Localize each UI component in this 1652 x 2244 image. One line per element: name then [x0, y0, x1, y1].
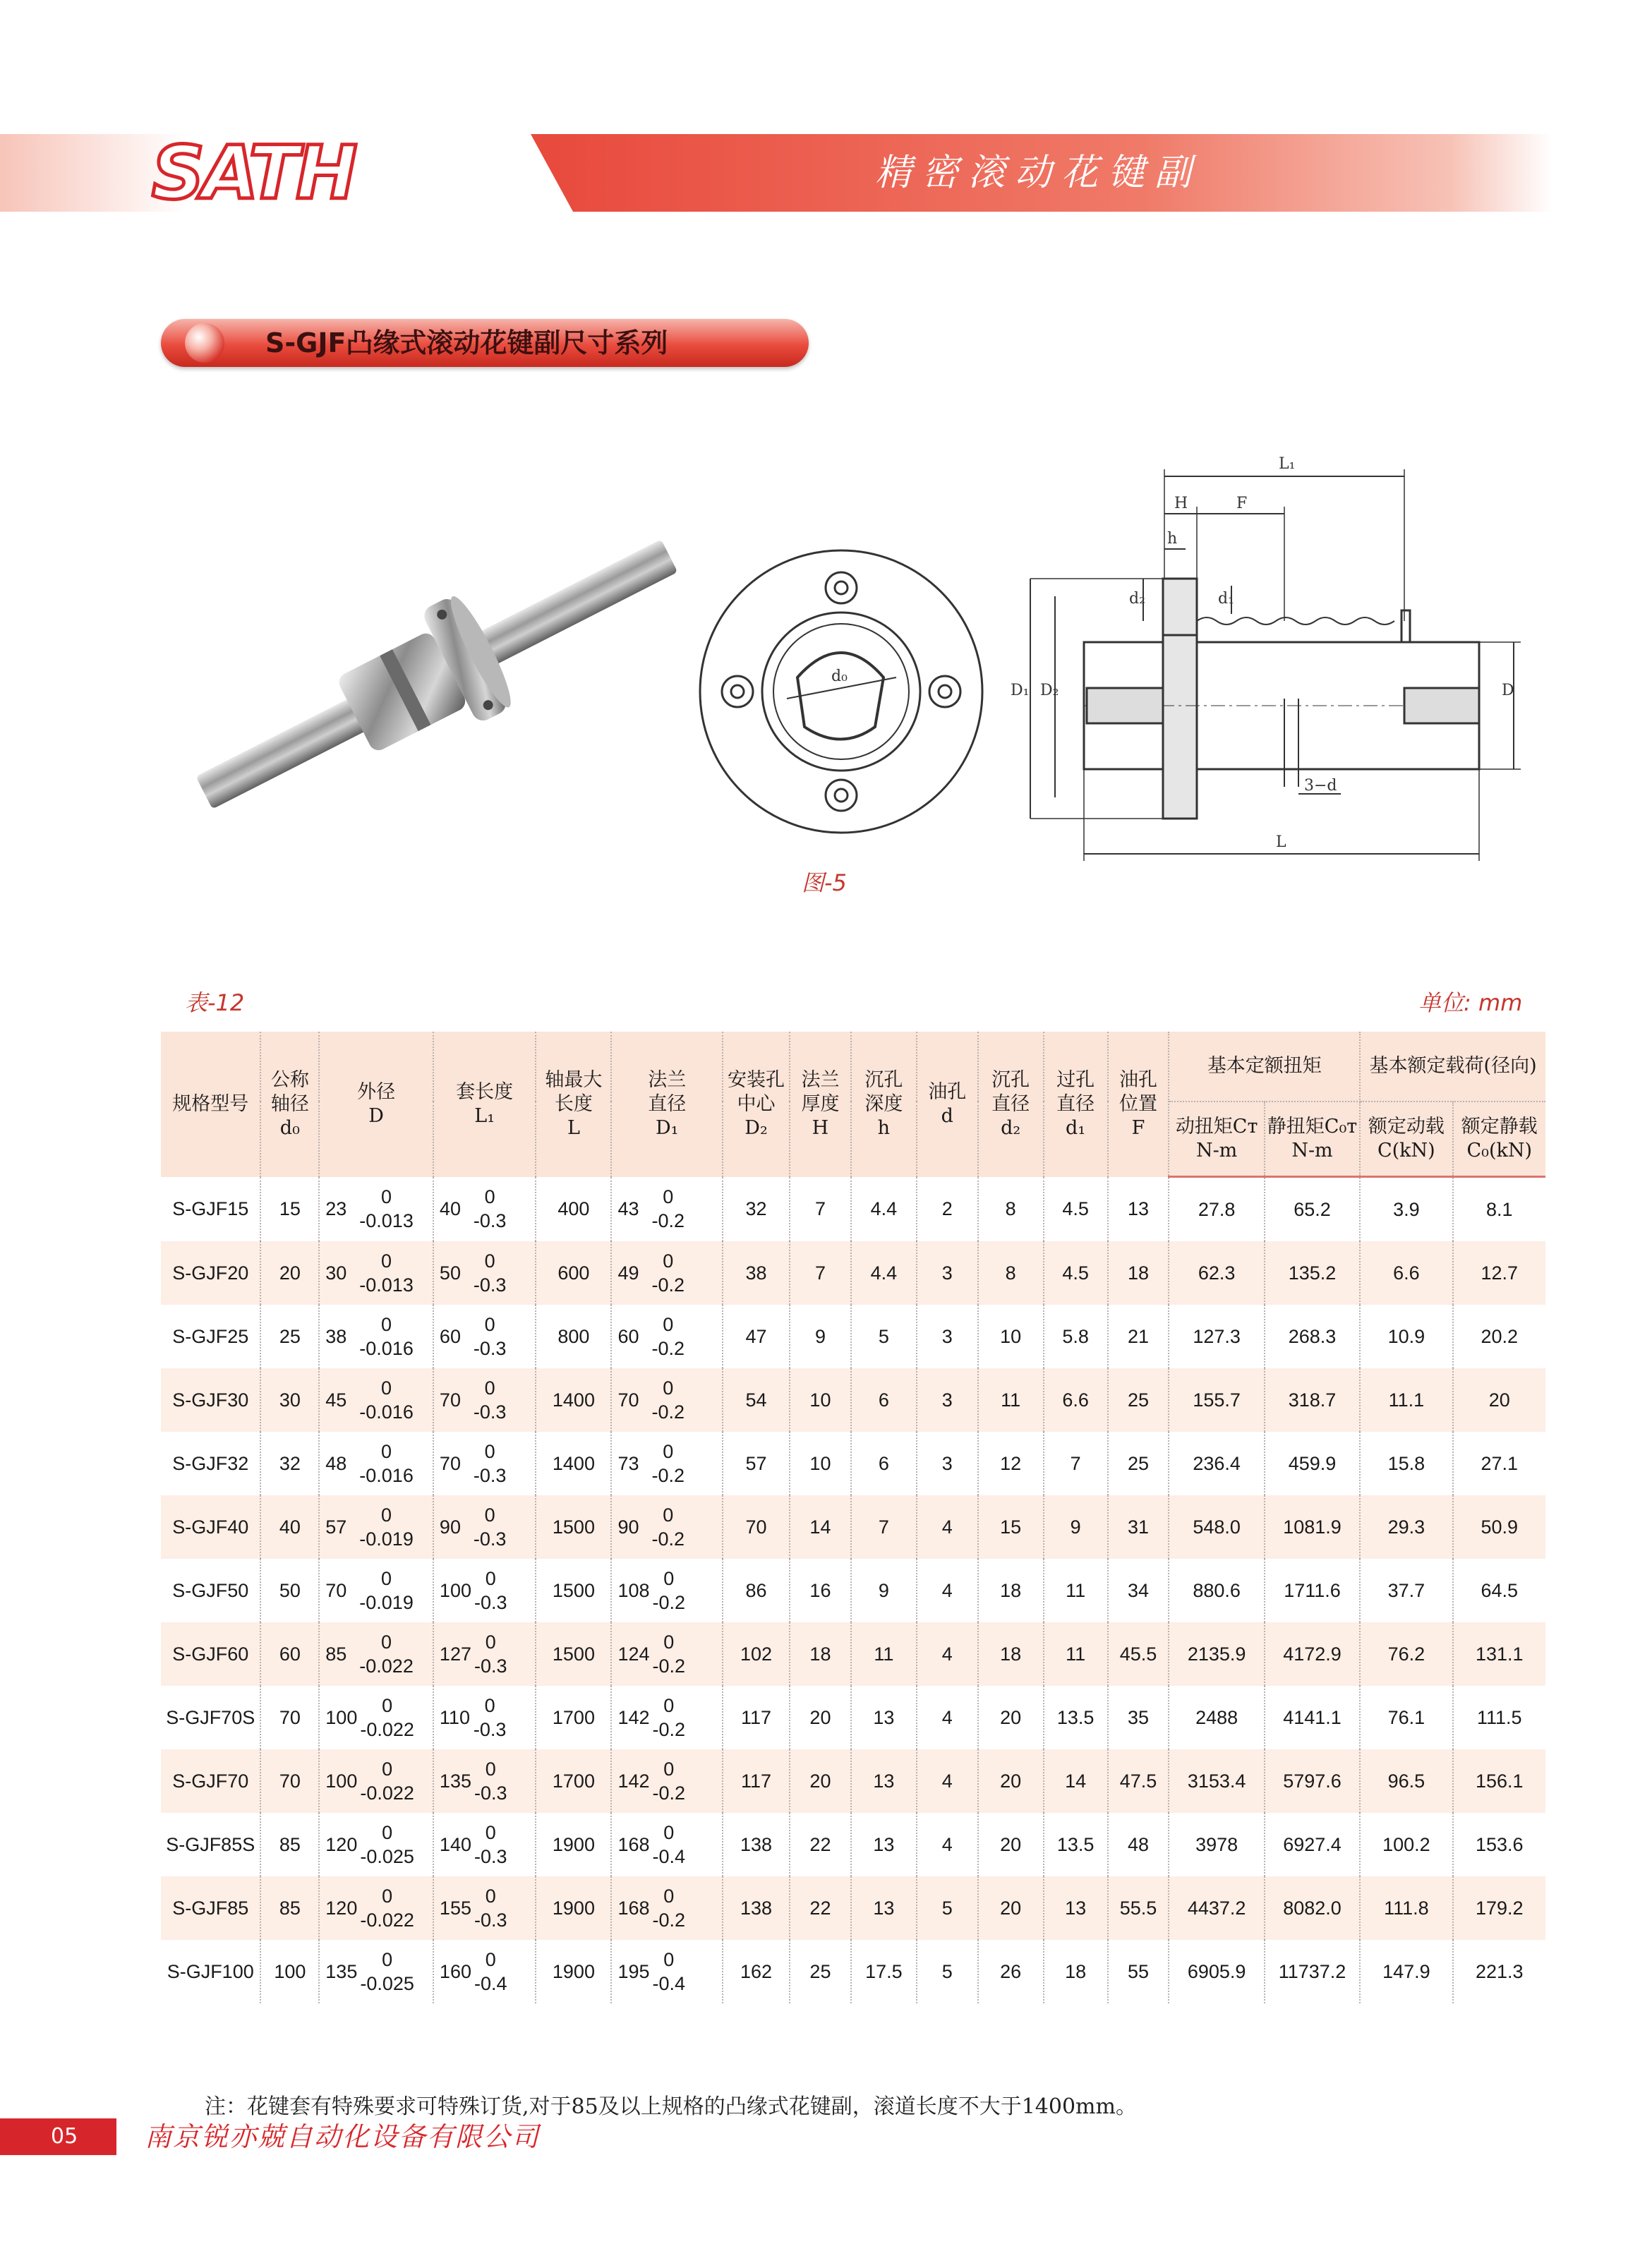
cell-C0: 64.5: [1453, 1559, 1545, 1622]
cell-D1: 600 -0.2: [611, 1305, 723, 1368]
dim-label-H: H: [1174, 495, 1188, 512]
cell-d1: 18: [1044, 1940, 1108, 2003]
cell-D2: 47: [723, 1305, 790, 1368]
cell-d1: 4.5: [1044, 1241, 1108, 1305]
header-F: 油孔 位置 F: [1108, 1032, 1169, 1177]
cell-H: 10: [790, 1368, 851, 1432]
cell-H: 20: [790, 1686, 851, 1749]
header-d: 油孔 d: [917, 1032, 978, 1177]
cell-D2: 54: [723, 1368, 790, 1432]
section-bullet-icon: [185, 323, 224, 363]
dim-label-L1: L₁: [1279, 455, 1296, 473]
cell-h: 6: [851, 1368, 917, 1432]
cell-CT: 3978: [1169, 1813, 1264, 1876]
table-caption: 表-12: [185, 989, 245, 1016]
cell-CT: 4437.2: [1169, 1876, 1264, 1940]
cell-D: 450 -0.016: [319, 1368, 433, 1432]
cell-d2: 18: [978, 1622, 1044, 1686]
cell-L1: 1350 -0.3: [433, 1749, 536, 1813]
cell-H: 16: [790, 1559, 851, 1622]
dim-label-D1: D₁: [1011, 682, 1030, 699]
cell-L: 1500: [536, 1559, 611, 1622]
cell-L1: 600 -0.3: [433, 1305, 536, 1368]
cell-d1: 13.5: [1044, 1686, 1108, 1749]
cell-model: S-GJF15: [161, 1177, 260, 1242]
cell-D1: 1420 -0.2: [611, 1749, 723, 1813]
cell-d0: 100: [260, 1940, 319, 2003]
cell-d: 3: [917, 1432, 978, 1495]
cell-d: 3: [917, 1241, 978, 1305]
cell-d0: 60: [260, 1622, 319, 1686]
cell-C: 100.2: [1360, 1813, 1452, 1876]
cell-H: 9: [790, 1305, 851, 1368]
cell-d1: 11: [1044, 1622, 1108, 1686]
cell-D1: 700 -0.2: [611, 1368, 723, 1432]
cell-d1: 13: [1044, 1876, 1108, 1940]
cell-d2: 8: [978, 1241, 1044, 1305]
cell-D1: 1240 -0.2: [611, 1622, 723, 1686]
cell-d2: 26: [978, 1940, 1044, 2003]
cell-d0: 30: [260, 1368, 319, 1432]
cell-L: 1700: [536, 1686, 611, 1749]
cell-D1: 900 -0.2: [611, 1495, 723, 1559]
cell-model: S-GJF100: [161, 1940, 260, 2003]
header-model: 规格型号: [161, 1032, 260, 1177]
cell-C0: 20.2: [1453, 1305, 1545, 1368]
cell-L: 1900: [536, 1940, 611, 2003]
cell-d: 4: [917, 1686, 978, 1749]
cell-CT: 880.6: [1169, 1559, 1264, 1622]
cell-C0T: 268.3: [1265, 1305, 1360, 1368]
cell-d1: 7: [1044, 1432, 1108, 1495]
cell-d0: 50: [260, 1559, 319, 1622]
cell-model: S-GJF25: [161, 1305, 260, 1368]
cell-C0T: 459.9: [1265, 1432, 1360, 1495]
cell-model: S-GJF40: [161, 1495, 260, 1559]
header-torque-group: 基本定额扭矩: [1169, 1032, 1360, 1102]
figure: [0, 423, 1652, 861]
cell-model: S-GJF60: [161, 1622, 260, 1686]
product-photo: [175, 499, 698, 849]
header-d0: 公称 轴径 d₀: [260, 1032, 319, 1177]
cell-h: 17.5: [851, 1940, 917, 2003]
cell-d1: 11: [1044, 1559, 1108, 1622]
cell-D: 1200 -0.022: [319, 1876, 433, 1940]
table-row: [161, 1813, 1545, 1876]
cell-C0T: 8082.0: [1265, 1876, 1360, 1940]
header-d1: 过孔 直径 d₁: [1044, 1032, 1108, 1177]
cell-d: 5: [917, 1876, 978, 1940]
cell-H: 7: [790, 1241, 851, 1305]
cell-d: 2: [917, 1177, 978, 1242]
dim-label-D2: D₂: [1040, 682, 1059, 699]
cell-d2: 12: [978, 1432, 1044, 1495]
cell-H: 22: [790, 1813, 851, 1876]
cell-C: 11.1: [1360, 1368, 1452, 1432]
cell-D: 570 -0.019: [319, 1495, 433, 1559]
cell-D1: 1680 -0.2: [611, 1876, 723, 1940]
cell-C0T: 65.2: [1265, 1177, 1360, 1242]
header-h: 沉孔 深度 h: [851, 1032, 917, 1177]
cell-C0: 12.7: [1453, 1241, 1545, 1305]
cell-D1: 1080 -0.2: [611, 1559, 723, 1622]
cell-d: 5: [917, 1940, 978, 2003]
cell-CT: 548.0: [1169, 1495, 1264, 1559]
cell-C: 96.5: [1360, 1749, 1452, 1813]
dim-label-d1: d₁: [1218, 590, 1234, 608]
cell-model: S-GJF70: [161, 1749, 260, 1813]
cell-L1: 700 -0.3: [433, 1432, 536, 1495]
header-CT: 动扭矩Cᴛ N-m: [1169, 1102, 1264, 1177]
cell-L1: 700 -0.3: [433, 1368, 536, 1432]
cell-D2: 102: [723, 1622, 790, 1686]
cell-D1: 1680 -0.4: [611, 1813, 723, 1876]
cell-D2: 32: [723, 1177, 790, 1242]
cell-d2: 8: [978, 1177, 1044, 1242]
cell-C0: 50.9: [1453, 1495, 1545, 1559]
cell-L: 1400: [536, 1368, 611, 1432]
cell-h: 4.4: [851, 1177, 917, 1242]
cell-model: S-GJF50: [161, 1559, 260, 1622]
header-C0T: 静扭矩C₀ᴛ N-m: [1265, 1102, 1360, 1177]
header-H: 法兰 厚度 H: [790, 1032, 851, 1177]
cell-D1: 490 -0.2: [611, 1241, 723, 1305]
cell-L1: 1100 -0.3: [433, 1686, 536, 1749]
cell-d2: 20: [978, 1686, 1044, 1749]
cell-L: 1700: [536, 1749, 611, 1813]
cell-d2: 20: [978, 1876, 1044, 1940]
cell-C0T: 318.7: [1265, 1368, 1360, 1432]
cell-C0T: 4172.9: [1265, 1622, 1360, 1686]
cell-D: 700 -0.019: [319, 1559, 433, 1622]
section-title: S-GJF凸缘式滚动花键副尺寸系列: [265, 327, 668, 358]
cell-d1: 4.5: [1044, 1177, 1108, 1242]
cell-C0T: 1081.9: [1265, 1495, 1360, 1559]
cell-C0T: 4141.1: [1265, 1686, 1360, 1749]
table-row: [161, 1241, 1545, 1305]
cell-L1: 500 -0.3: [433, 1241, 536, 1305]
cell-D1: 430 -0.2: [611, 1177, 723, 1242]
cell-L1: 1600 -0.4: [433, 1940, 536, 2003]
table-row: [161, 1559, 1545, 1622]
cell-D1: 1950 -0.4: [611, 1940, 723, 2003]
cell-h: 13: [851, 1876, 917, 1940]
dim-label-h: h: [1167, 530, 1178, 548]
cell-C: 29.3: [1360, 1495, 1452, 1559]
cell-C: 111.8: [1360, 1876, 1452, 1940]
table-row: [161, 1177, 1545, 1242]
cell-D2: 138: [723, 1813, 790, 1876]
cell-F: 34: [1108, 1559, 1169, 1622]
cell-D2: 38: [723, 1241, 790, 1305]
cell-C: 147.9: [1360, 1940, 1452, 2003]
unit-label: 单位: mm: [1418, 989, 1523, 1016]
cell-F: 31: [1108, 1495, 1169, 1559]
header-C: 额定动载 C(kN): [1360, 1102, 1452, 1177]
cell-C0: 8.1: [1453, 1177, 1545, 1242]
cell-d: 3: [917, 1305, 978, 1368]
cell-d: 3: [917, 1368, 978, 1432]
cell-D: 1000 -0.022: [319, 1686, 433, 1749]
dim-label-D: D: [1502, 682, 1514, 699]
cell-d0: 70: [260, 1749, 319, 1813]
front-view-drawing: [700, 550, 982, 833]
cell-d1: 13.5: [1044, 1813, 1108, 1876]
header-C0: 额定静载 C₀(kN): [1453, 1102, 1545, 1177]
cell-C0: 156.1: [1453, 1749, 1545, 1813]
cell-C0T: 5797.6: [1265, 1749, 1360, 1813]
cell-F: 47.5: [1108, 1749, 1169, 1813]
cell-D2: 117: [723, 1749, 790, 1813]
cell-d2: 18: [978, 1559, 1044, 1622]
cell-d0: 70: [260, 1686, 319, 1749]
cell-C: 37.7: [1360, 1559, 1452, 1622]
cell-d: 4: [917, 1622, 978, 1686]
cell-d0: 32: [260, 1432, 319, 1495]
cell-D: 230 -0.013: [319, 1177, 433, 1242]
cell-L1: 900 -0.3: [433, 1495, 536, 1559]
cell-H: 18: [790, 1622, 851, 1686]
cell-L: 600: [536, 1241, 611, 1305]
cell-D2: 162: [723, 1940, 790, 2003]
cell-CT: 2135.9: [1169, 1622, 1264, 1686]
cell-h: 7: [851, 1495, 917, 1559]
header-d2: 沉孔 直径 d₂: [978, 1032, 1044, 1177]
cell-CT: 3153.4: [1169, 1749, 1264, 1813]
cell-L: 1900: [536, 1876, 611, 1940]
cell-C: 10.9: [1360, 1305, 1452, 1368]
cell-C0: 221.3: [1453, 1940, 1545, 2003]
cell-L1: 1550 -0.3: [433, 1876, 536, 1940]
cell-L: 800: [536, 1305, 611, 1368]
cell-d0: 40: [260, 1495, 319, 1559]
cell-C: 15.8: [1360, 1432, 1452, 1495]
company-name: 南京锐亦兢自动化设备有限公司: [145, 2121, 541, 2152]
cell-F: 35: [1108, 1686, 1169, 1749]
cell-L: 400: [536, 1177, 611, 1242]
cell-C: 6.6: [1360, 1241, 1452, 1305]
cell-model: S-GJF85S: [161, 1813, 260, 1876]
cell-d2: 20: [978, 1749, 1044, 1813]
cell-C0: 27.1: [1453, 1432, 1545, 1495]
header-D2: 安装孔 中心 D₂: [723, 1032, 790, 1177]
cell-h: 13: [851, 1749, 917, 1813]
cell-model: S-GJF20: [161, 1241, 260, 1305]
page-number: 05: [51, 2124, 78, 2149]
cell-d0: 15: [260, 1177, 319, 1242]
cell-C0T: 6927.4: [1265, 1813, 1360, 1876]
cell-d2: 20: [978, 1813, 1044, 1876]
cell-F: 18: [1108, 1241, 1169, 1305]
dim-label-d0: d₀: [831, 668, 848, 685]
cell-L1: 1400 -0.3: [433, 1813, 536, 1876]
cell-CT: 27.8: [1169, 1177, 1264, 1242]
cell-D: 850 -0.022: [319, 1622, 433, 1686]
cell-CT: 62.3: [1169, 1241, 1264, 1305]
cell-model: S-GJF32: [161, 1432, 260, 1495]
cell-D: 1000 -0.022: [319, 1749, 433, 1813]
cell-D: 380 -0.016: [319, 1305, 433, 1368]
cell-CT: 127.3: [1169, 1305, 1264, 1368]
cell-C0: 131.1: [1453, 1622, 1545, 1686]
cell-h: 13: [851, 1813, 917, 1876]
table-row: [161, 1940, 1545, 2003]
cell-L: 1500: [536, 1622, 611, 1686]
cell-F: 45.5: [1108, 1622, 1169, 1686]
table-row: [161, 1432, 1545, 1495]
cell-CT: 155.7: [1169, 1368, 1264, 1432]
cell-F: 25: [1108, 1432, 1169, 1495]
cell-H: 20: [790, 1749, 851, 1813]
cell-h: 6: [851, 1432, 917, 1495]
header-L: 轴最大 长度 L: [536, 1032, 611, 1177]
cell-model: S-GJF70S: [161, 1686, 260, 1749]
cell-d0: 20: [260, 1241, 319, 1305]
cell-D: 1350 -0.025: [319, 1940, 433, 2003]
cell-d1: 9: [1044, 1495, 1108, 1559]
side-view-drawing: [1030, 469, 1521, 861]
table-row: [161, 1686, 1545, 1749]
figure-caption: 图-5: [802, 869, 847, 896]
header-D: 外径 D: [319, 1032, 433, 1177]
cell-L1: 1000 -0.3: [433, 1559, 536, 1622]
cell-CT: 2488: [1169, 1686, 1264, 1749]
table-row: [161, 1368, 1545, 1432]
cell-D: 480 -0.016: [319, 1432, 433, 1495]
cell-d2: 15: [978, 1495, 1044, 1559]
cell-F: 21: [1108, 1305, 1169, 1368]
cell-D2: 117: [723, 1686, 790, 1749]
cell-L1: 400 -0.3: [433, 1177, 536, 1242]
cell-F: 25: [1108, 1368, 1169, 1432]
cell-C0T: 11737.2: [1265, 1940, 1360, 2003]
cell-H: 14: [790, 1495, 851, 1559]
brand-logo: SATH: [152, 130, 355, 216]
cell-C0T: 1711.6: [1265, 1559, 1360, 1622]
cell-D2: 70: [723, 1495, 790, 1559]
cell-H: 25: [790, 1940, 851, 2003]
cell-CT: 236.4: [1169, 1432, 1264, 1495]
cell-d0: 85: [260, 1813, 319, 1876]
spec-table: [161, 1032, 1545, 2003]
cell-h: 5: [851, 1305, 917, 1368]
cell-C0: 20: [1453, 1368, 1545, 1432]
cell-d0: 85: [260, 1876, 319, 1940]
table-row: [161, 1876, 1545, 1940]
header-L1: 套长度 L₁: [433, 1032, 536, 1177]
cell-L: 1400: [536, 1432, 611, 1495]
cell-D1: 730 -0.2: [611, 1432, 723, 1495]
header-D1: 法兰 直径 D₁: [611, 1032, 723, 1177]
cell-F: 48: [1108, 1813, 1169, 1876]
cell-model: S-GJF30: [161, 1368, 260, 1432]
cell-d0: 25: [260, 1305, 319, 1368]
cell-CT: 6905.9: [1169, 1940, 1264, 2003]
cell-C0: 111.5: [1453, 1686, 1545, 1749]
dim-label-3d: 3−d: [1304, 777, 1337, 795]
dim-label-F: F: [1236, 495, 1248, 512]
cell-D2: 138: [723, 1876, 790, 1940]
table-row: [161, 1749, 1545, 1813]
cell-C0: 153.6: [1453, 1813, 1545, 1876]
cell-F: 55: [1108, 1940, 1169, 2003]
cell-F: 13: [1108, 1177, 1169, 1242]
cell-D2: 57: [723, 1432, 790, 1495]
table-body: [161, 1177, 1545, 2004]
header-title: 精密滚动花键副: [875, 152, 1202, 194]
table-row: [161, 1495, 1545, 1559]
footnote: 注：花键套有特殊要求可特殊订货,对于85及以上规格的凸缘式花键副，滚道长度不大于1400mm。: [205, 2094, 1137, 2119]
cell-H: 7: [790, 1177, 851, 1242]
cell-C0T: 135.2: [1265, 1241, 1360, 1305]
cell-model: S-GJF85: [161, 1876, 260, 1940]
cell-D: 300 -0.013: [319, 1241, 433, 1305]
cell-D2: 86: [723, 1559, 790, 1622]
dim-label-d2: d₂: [1129, 590, 1145, 608]
cell-L: 1500: [536, 1495, 611, 1559]
cell-H: 10: [790, 1432, 851, 1495]
cell-L: 1900: [536, 1813, 611, 1876]
cell-d1: 6.6: [1044, 1368, 1108, 1432]
table-row: [161, 1622, 1545, 1686]
cell-d: 4: [917, 1495, 978, 1559]
cell-C: 76.2: [1360, 1622, 1452, 1686]
cell-C: 3.9: [1360, 1177, 1452, 1242]
cell-d1: 14: [1044, 1749, 1108, 1813]
cell-L1: 1270 -0.3: [433, 1622, 536, 1686]
dim-label-L: L: [1276, 833, 1286, 851]
cell-F: 55.5: [1108, 1876, 1169, 1940]
cell-d: 4: [917, 1559, 978, 1622]
cell-d2: 11: [978, 1368, 1044, 1432]
cell-D1: 1420 -0.2: [611, 1686, 723, 1749]
header-load-group: 基本额定载荷(径向): [1360, 1032, 1545, 1102]
cell-d: 4: [917, 1749, 978, 1813]
cell-D: 1200 -0.025: [319, 1813, 433, 1876]
table-header-row: [161, 1032, 1545, 1102]
cell-d2: 10: [978, 1305, 1044, 1368]
cell-C: 76.1: [1360, 1686, 1452, 1749]
cell-h: 13: [851, 1686, 917, 1749]
cell-h: 11: [851, 1622, 917, 1686]
cell-d: 4: [917, 1813, 978, 1876]
cell-H: 22: [790, 1876, 851, 1940]
cell-h: 9: [851, 1559, 917, 1622]
table-row: [161, 1305, 1545, 1368]
cell-d1: 5.8: [1044, 1305, 1108, 1368]
cell-C0: 179.2: [1453, 1876, 1545, 1940]
cell-h: 4.4: [851, 1241, 917, 1305]
